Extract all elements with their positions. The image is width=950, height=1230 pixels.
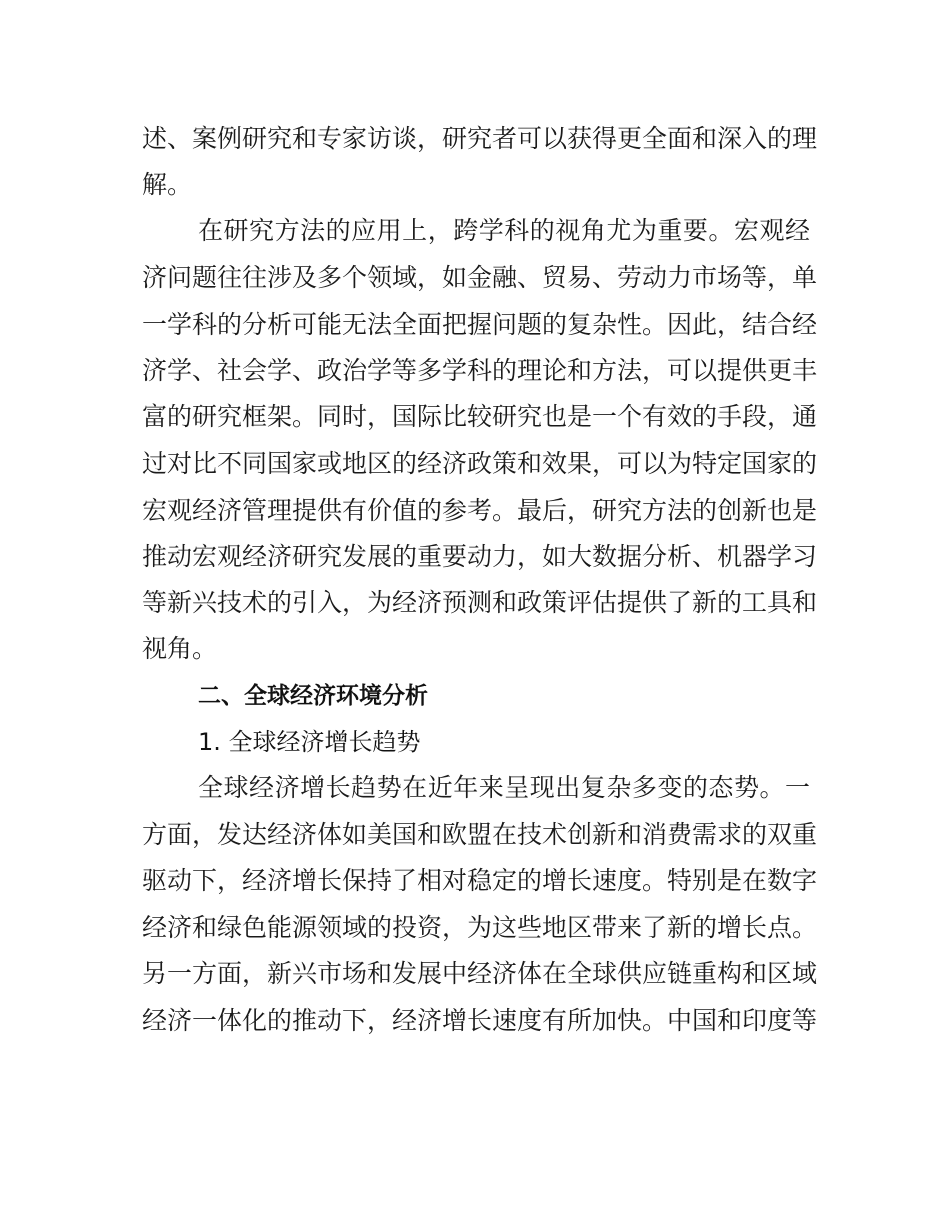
text-line: 另一方面，新兴市场和发展中经济体在全球供应链重构和区域 <box>142 959 818 988</box>
text-line: 经济和绿色能源领域的投资，为这些地区带来了新的增长点。 <box>142 913 818 942</box>
text-line: 视角。 <box>142 634 218 663</box>
text-line: 宏观经济管理提供有价值的参考。最后，研究方法的创新也是 <box>142 496 818 525</box>
text-line: 富的研究框架。同时，国际比较研究也是一个有效的手段，通 <box>142 402 818 431</box>
text-line: 述、案例研究和专家访谈，研究者可以获得更全面和深入的理 <box>142 124 818 153</box>
text-line: 等新兴技术的引入，为经济预测和政策评估提供了新的工具和 <box>142 588 818 617</box>
text-line: 在研究方法的应用上，跨学科的视角尤为重要。宏观经 <box>198 216 810 245</box>
text-line: 解。 <box>142 170 193 199</box>
text-line: 过对比不同国家或地区的经济政策和效果，可以为特定国家的 <box>142 449 818 478</box>
text-line: 方面，发达经济体如美国和欧盟在技术创新和消费需求的双重 <box>142 820 818 849</box>
text-line: 济学、社会学、政治学等多学科的理论和方法，可以提供更丰 <box>142 356 818 385</box>
text-line: 济问题往往涉及多个领域，如金融、贸易、劳动力市场等，单 <box>142 263 818 292</box>
text-line: 全球经济增长趋势在近年来呈现出复杂多变的态势。一 <box>198 773 810 802</box>
text-line: 驱动下，经济增长保持了相对稳定的增长速度。特别是在数字 <box>142 866 818 895</box>
text-line: 一学科的分析可能无法全面把握问题的复杂性。因此，结合经 <box>142 310 818 339</box>
text-line: 经济一体化的推动下，经济增长速度有所加快。中国和印度等 <box>142 1006 818 1035</box>
subsection-heading: 1. 全球经济增长趋势 <box>198 728 421 756</box>
section-heading: 二、全球经济环境分析 <box>198 683 428 709</box>
text-line: 推动宏观经济研究发展的重要动力，如大数据分析、机器学习 <box>142 542 818 571</box>
